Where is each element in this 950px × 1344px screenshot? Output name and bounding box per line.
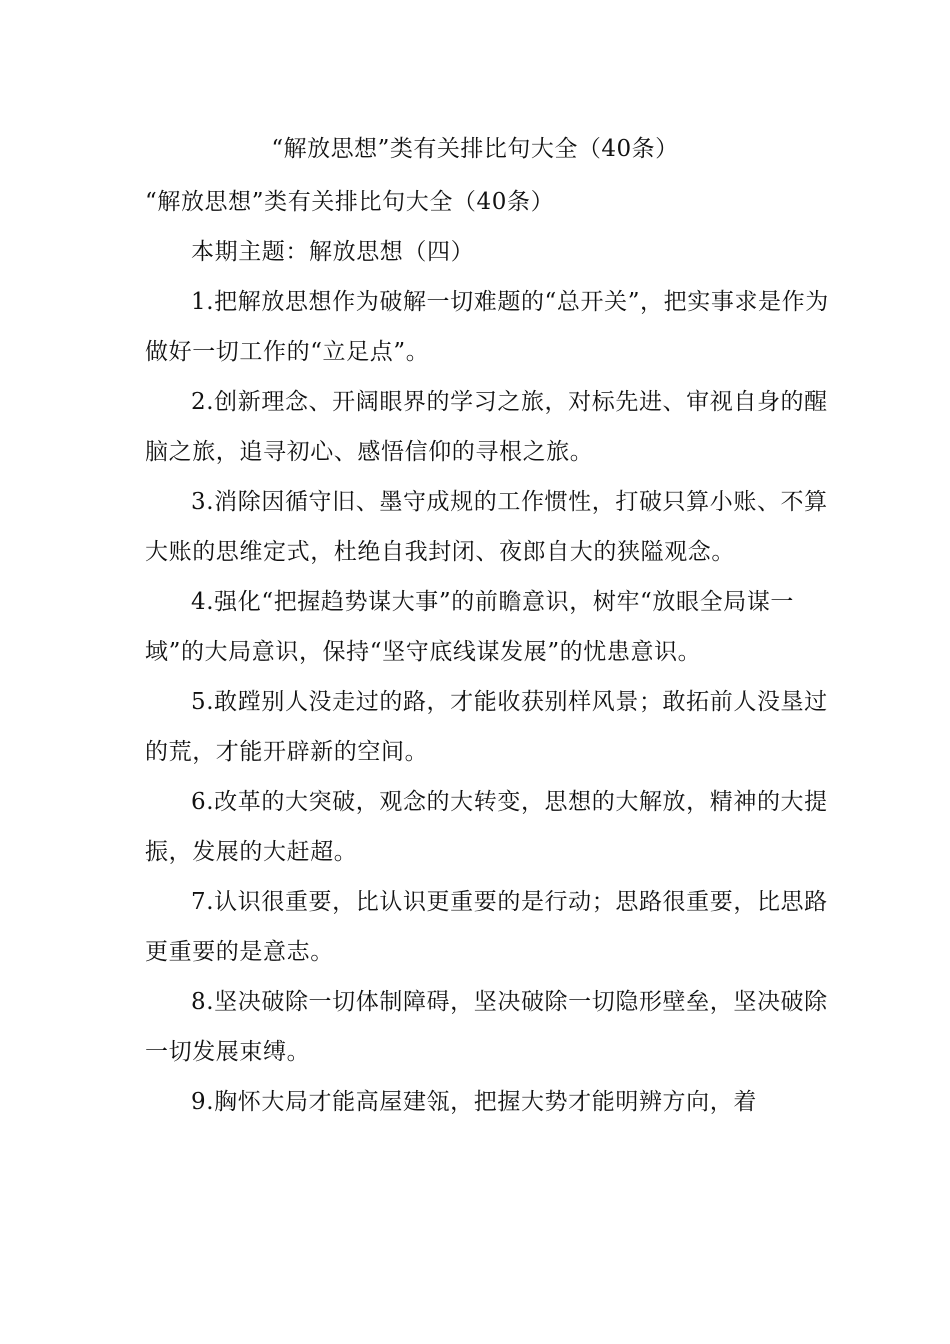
list-item: 5.敢蹚别人没走过的路，才能收获别样风景；敢拓前人没垦过的荒，才能开辟新的空间。 [145,689,828,765]
document-body [145,177,835,1127]
list-item: 2.创新理念、开阔眼界的学习之旅，对标先进、审视自身的醒脑之旅，追寻初心、感悟信仰的寻根之旅。 [145,389,828,465]
list-item: 7.认识很重要，比认识更重要的是行动；思路很重要，比思路更重要的是意志。 [145,889,828,965]
theme-line: 本期主题：解放思想（四） [191,239,475,265]
list-item: 4.强化“把握趋势谋大事”的前瞻意识，树牢“放眼全局谋一域”的大局意识，保持“坚守底线谋发展”的忧患意识。 [145,589,795,665]
list-item: 3.消除因循守旧、墨守成规的工作惯性，打破只算小账、不算大账的思维定式，杜绝自我封闭、夜郎自大的狭隘观念。 [145,489,828,565]
document-subtitle: “解放思想”类有关排比句大全（40条） [145,189,555,215]
list-item: 9.胸怀大局才能高屋建瓴，把握大势才能明辨方向，着 [191,1089,757,1115]
list-item: 6.改革的大突破，观念的大转变，思想的大解放，精神的大提振，发展的大赶超。 [145,789,828,865]
document-title: “解放思想”类有关排比句大全（40条） [271,136,679,162]
list-item: 1.把解放思想作为破解一切难题的“总开关”，把实事求是作为做好一切工作的“立足点”。 [145,289,829,365]
list-item: 8.坚决破除一切体制障碍，坚决破除一切隐形壁垒，坚决破除一切发展束缚。 [145,989,828,1065]
